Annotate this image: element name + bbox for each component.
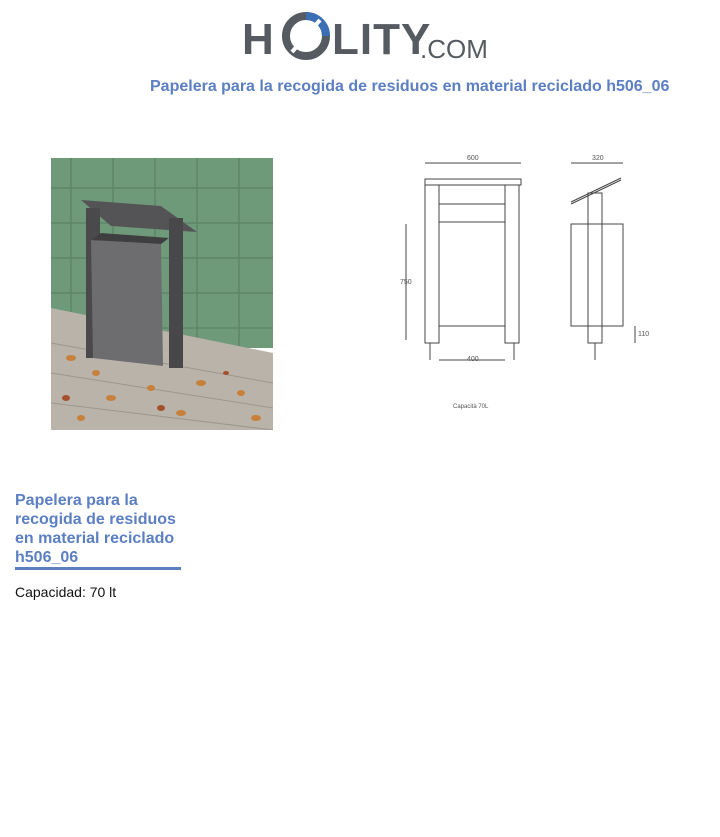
logo-suffix: .COM (420, 34, 488, 64)
dim-foot: 110 (638, 331, 650, 338)
technical-drawing (395, 148, 665, 418)
dim-width-side: 320 (592, 155, 604, 162)
page-title: Papelera para la recogida de residuos en material reciclado h506_06 (150, 78, 670, 95)
dim-inner: 400 (467, 356, 479, 363)
logo-letters-lity: LITY (332, 15, 432, 64)
site-logo[interactable] (240, 12, 488, 68)
product-photo (51, 158, 273, 430)
product-title[interactable]: Papelera para la recogida de residuos en material reciclado h506_06 (15, 491, 181, 570)
capacity-note: Capacità 70L (453, 404, 489, 410)
logo-o-icon (282, 12, 330, 60)
capacity-text: Capacidad: 70 lt (15, 584, 117, 600)
dim-width-front: 600 (467, 155, 479, 162)
logo-letter-h: H (242, 15, 275, 64)
dim-height: 750 (400, 279, 412, 286)
